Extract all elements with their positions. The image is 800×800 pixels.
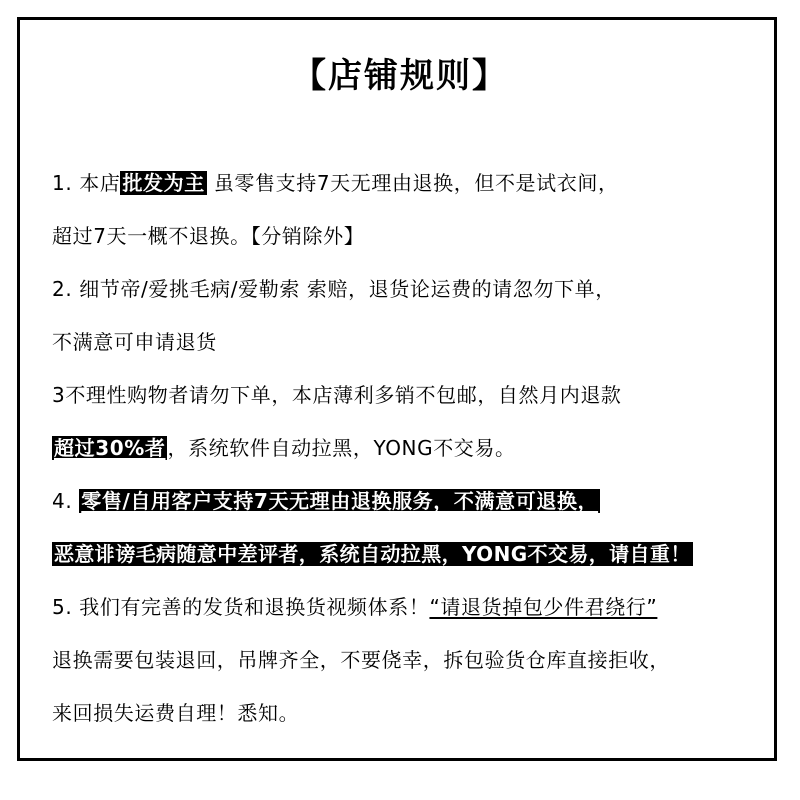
rule-2-line-2: 不满意可申请退货 xyxy=(52,330,217,354)
page-title: 【店铺规则】 xyxy=(292,56,508,96)
rule-3-highlight: 超过30%者 xyxy=(54,436,166,460)
rule-1-line-1 xyxy=(52,168,619,198)
rule-5-line-2: 退换需要包装退回，吊牌齐全，不要侥幸，拆包验货仓库直接拒收， xyxy=(52,648,670,672)
rule-5-line-3: 来回损失运费自理！悉知。 xyxy=(52,701,300,725)
rule-5-prefix: 5. 我们有完善的发货和退换货视频体系！ xyxy=(52,595,430,619)
rule-4-highlight-1: 零售/自用客户支持7天无理由退换服务，不满意可退换， xyxy=(81,489,599,513)
rule-1-prefix: 1. 本店 xyxy=(52,171,121,195)
rule-4-prefix: 4. xyxy=(52,489,80,513)
rule-1-highlight: 批发为主 xyxy=(122,171,205,195)
rule-3-line-1: 3不理性购物者请勿下单，本店薄利多销不包邮，自然月内退款 xyxy=(52,383,622,407)
rule-3-line-2 xyxy=(52,433,516,463)
rule-4-line-1 xyxy=(52,486,600,516)
rule-1-rest: 虽零售支持7天无理由退换，但不是试衣间， xyxy=(206,171,619,195)
rule-3-rest: ，系统软件自动拉黑，YONG不交易。 xyxy=(167,436,516,460)
rule-5-quoted: “请退货掉包少件君绕行” xyxy=(429,595,658,619)
rule-1-line-2: 超过7天一概不退换。【分销除外】 xyxy=(52,224,365,248)
rule-4-highlight-2: 恶意诽谤毛病随意中差评者，系统自动拉黑，YONG不交易，请自重！ xyxy=(54,542,691,566)
rule-2-line-1: 2. 细节帝/爱挑毛病/爱勒索 索赔，退货论运费的请忽勿下单， xyxy=(52,277,616,301)
rule-4-line-2 xyxy=(52,539,693,569)
rule-5-line-1 xyxy=(52,592,657,622)
